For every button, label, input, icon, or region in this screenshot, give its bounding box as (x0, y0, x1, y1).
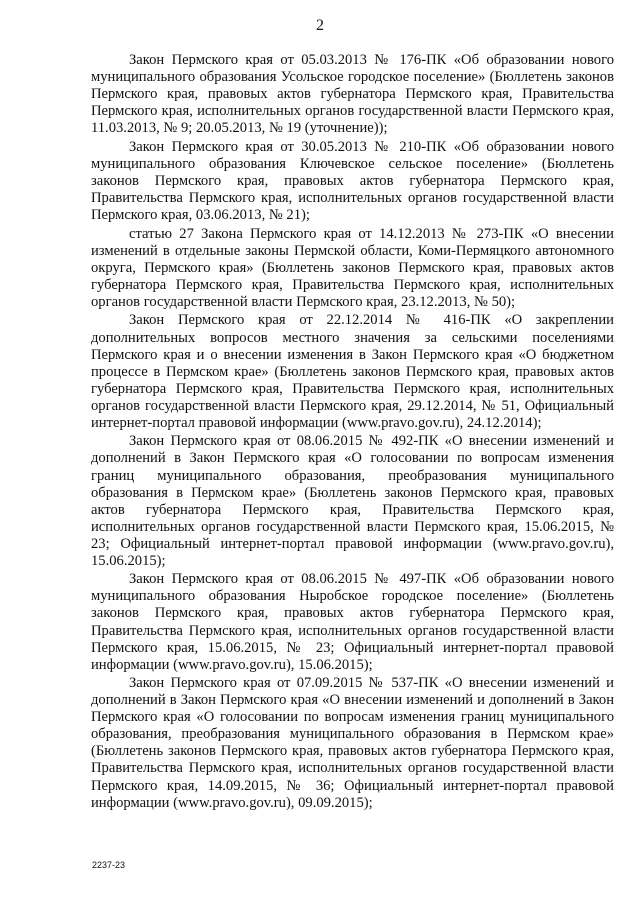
paragraph-law-416: Закон Пермского края от 22.12.2014 № 416-ПК «О закреплении дополнительных вопросов местного значения за сельскими поселениями Пермского края и о внесении изменения в Закон Пермского края «О бюджетном процессе в Пермском крае» (Бюллетень законов Пермского края, правовых актов губернатора Пермского края, Правительства Пермского края, исполнительных органов государственной власти Пермского края, 29.12.2014, № 51, Официальный интернет-портал правовой информации (www.pravo.gov.ru), 24.12.2014); (91, 312, 614, 431)
paragraph-law-176: Закон Пермского края от 05.03.2013 № 176-ПК «Об образовании нового муниципального образования Усольское городское поселение» (Бюллетень законов Пермского края, правовых актов губернатора Пермского края, Правительства Пермского края, исполнительных органов государственной власти Пермского края, 11.03.2013, № 9; 20.05.2013, № 19 (уточнение)); (91, 52, 614, 137)
document-body (91, 52, 614, 813)
paragraph-law-210: Закон Пермского края от 30.05.2013 № 210-ПК «Об образовании нового муниципального образования Ключевское сельское поселение» (Бюллетень законов Пермского края, правовых актов губернатора Пермского края, Правительства Пермского края, исполнительных органов государственной власти Пермского края, 03.06.2013, № 21); (91, 138, 614, 224)
page-number: 2 (316, 17, 324, 34)
paragraph-law-537: Закон Пермского края от 07.09.2015 № 537-ПК «О внесении изменений и дополнений в Закон Пермского края «О внесении изменений и дополнений в Закон Пермского края «О голосовании по вопросам изменения границ муниципального образования, преобразования муниципального образования в Пермском крае» (Бюллетень законов Пермского края, правовых актов губернатора Пермского края, Правительства Пермского края, исполнительных органов государственной власти Пермского края, 14.09.2015, № 36; Официальный интернет-портал правовой информации (www.pravo.gov.ru), 09.09.2015); (91, 675, 614, 811)
paragraph-law-497: Закон Пермского края от 08.06.2015 № 497-ПК «Об образовании нового муниципального образования Ныробское городское поселение» (Бюллетень законов Пермского края, правовых актов губернатора Пермского края, Правительства Пермского края, исполнительных органов государственной власти Пермского края, 15.06.2015, № 23; Официальный интернет-портал правовой информации (www.pravo.gov.ru), 15.06.2015); (91, 571, 614, 673)
paragraph-law-273: статью 27 Закона Пермского края от 14.12.2013 № 273-ПК «О внесении изменений в отдельные законы Пермской области, Коми-Пермяцкого автономного округа, Пермского края» (Бюллетень законов Пермского края, правовых актов губернатора Пермского края, Правительства Пермского края, исполнительных органов государственной власти Пермского края, 23.12.2013, № 50); (91, 225, 614, 310)
paragraph-law-492: Закон Пермского края от 08.06.2015 № 492-ПК «О внесении изменений и дополнений в Закон Пермского края «О голосовании по вопросам изменения границ муниципального образования, преобразования муниципального образования в Пермском крае» (Бюллетень законов Пермского края, правовых актов губернатора Пермского края, Правительства Пермского края, исполнительных органов государственной власти Пермского края, 15.06.2015, № 23; Официальный интернет-портал правовой информации (www.pravo.gov.ru), 15.06.2015); (91, 433, 614, 569)
document-code: 2237-23 (92, 860, 126, 870)
